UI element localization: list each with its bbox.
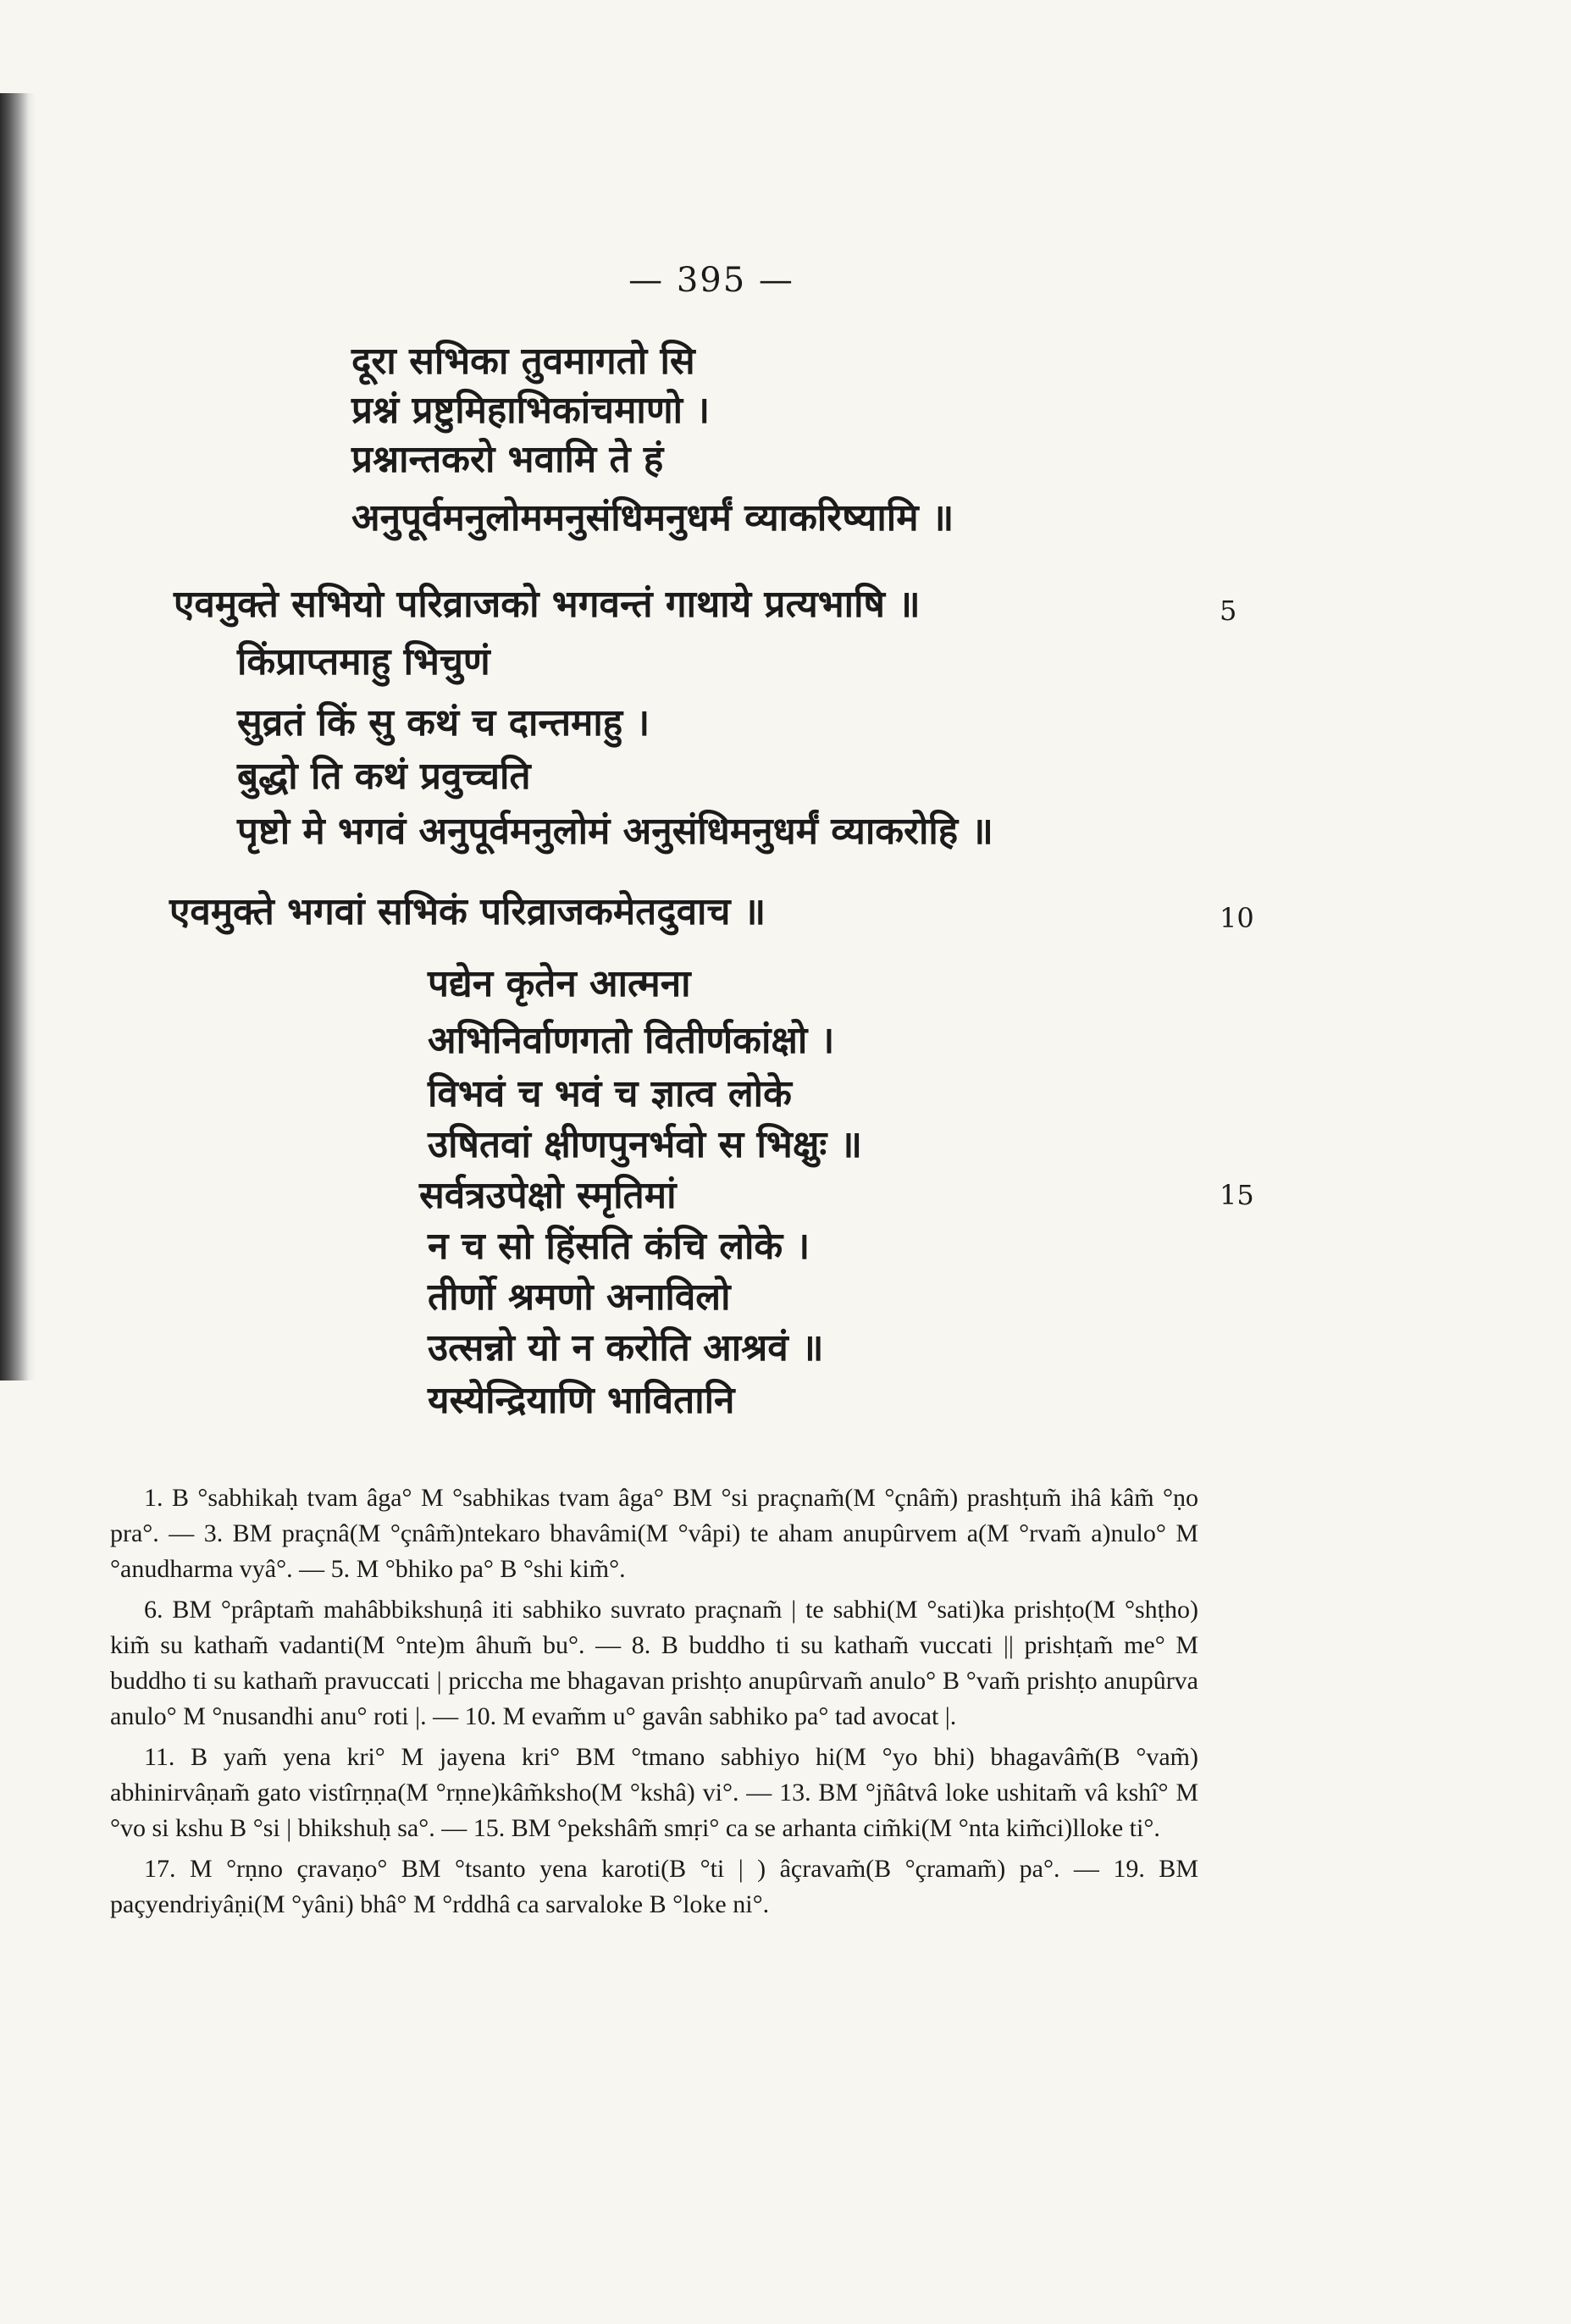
footnote-paragraph: 17. M °rṇno çravaṇo° BM °tsanto yena karoti(B °ti | ) âçravam̃(B °çramam̃) pa°. — 19. BM paçyendriyâṇi(M °yâni) bhâ° M °rddhâ ca sarvaloke B °loke ni°. (110, 1855, 1198, 1918)
text-line: उषितवां क्षीणपुनर्भवो स भिक्षुः ॥ (428, 1123, 862, 1166)
text-line: बुद्धो ति कथं प्रवुच्चति (237, 755, 531, 798)
text-line: अनुपूर्वमनुलोममनुसंधिमनुधर्मं व्याकरिष्यामि ॥ (351, 496, 954, 540)
line-number: 5 (1220, 595, 1237, 627)
page-binding-edge (0, 93, 36, 1381)
text-line: दूरा सभिका तुवमागतो सि (351, 340, 695, 383)
line-number: 15 (1220, 1179, 1254, 1211)
footnote-paragraph: 1. B °sabhikaḥ tvam âga° M °sabhikas tvam âga° BM °si praçnam̃(M °çnâm̃) prashṭum̃ ihâ kâm̃ °ṇo pra°. — 3. BM praçnâ(M °çnâm̃)ntekaro bhavâmi(M °vâpi) te aham anupûrvem a(M °rvam̃ a)nulo° M °anudharma vyâ°. — 5. M °bhiko pa° B °shi kim̃°. (110, 1484, 1198, 1583)
text-line: उत्सन्नो यो न करोति आश्रवं ॥ (428, 1326, 824, 1370)
text-line: यस्येन्द्रियाणि भावितानि (428, 1379, 735, 1422)
text-line: सर्वत्रउपेक्षो स्मृतिमां (419, 1174, 677, 1217)
text-line: किंप्राप्तमाहु भिचुणं (237, 640, 490, 683)
text-line: एवमुक्ते सभियो परिव्राजको भगवन्तं गाथाये प्रत्यभाषि ॥ (174, 583, 921, 626)
line-number: 10 (1220, 902, 1254, 934)
footnote-paragraph: 6. BM °prâptam̃ mahâbbikshuṇâ iti sabhiko suvrato praçnam̃ | te sabhi(M °sati)ka prishṭo(M °shṭho) kim̃ su katham̃ vadanti(M °nte)m âhum̃ bu°. — 8. B buddho ti su katham̃ vuccati || prishṭam̃ me° M buddho ti su katham̃ pravuccati | priccha me bhagavan prishṭo anupûrvam̃ anulo° B °vam̃ prishṭo anupûrva anulo° M °nusandhi anu° roti |. — 10. M evam̃m u° gavân sabhiko pa° tad avocat |. (110, 1596, 1198, 1730)
text-line: एवमुक्ते भगवां सभिकं परिव्राजकमेतदुवाच ॥ (169, 890, 766, 933)
text-line: न च सो हिंसति कंचि लोके । (428, 1225, 810, 1268)
text-line: सुव्रतं किं सु कथं च दान्तमाहु । (237, 701, 650, 744)
text-line: अभिनिर्वाणगतो वितीर्णकांक्षो । (428, 1019, 835, 1062)
text-line: प्रश्नं प्रष्टुमिहाभिकांचमाणो । (351, 389, 711, 432)
footnote-paragraph: 11. B yam̃ yena kri° M jayena kri° BM °tmano sabhiyo hi(M °yo bhi) bhagavâm̃(B °vam̃) abhinirvâṇam̃ gato vistîrṇṇa(M °rṇne)kâm̃ksho(M °kshâ) vi°. — 13. BM °jñâtvâ loke ushitam̃ vâ kshî° M °vo si kshu B °si | bhikshuḥ sa°. — 15. BM °pekshâm̃ smṛi° ca se arhanta cim̃ki(M °nta kim̃ci)lloke ti°. (110, 1743, 1198, 1842)
text-line: प्रश्नान्तकरो भवामि ते हं (351, 438, 664, 481)
text-line: तीर्णो श्रमणो अनाविलो (428, 1275, 731, 1319)
footnotes-block (110, 1480, 1198, 1928)
text-line: पृष्टो मे भगवं अनुपूर्वमनुलोमं अनुसंधिमनुधर्मं व्याकरोहि ॥ (237, 810, 993, 853)
text-line: विभवं च भवं च ज्ञात्व लोके (428, 1072, 792, 1115)
page-number: — 395 — (628, 261, 794, 300)
text-line: पद्येन कृतेन आत्मना (428, 962, 691, 1005)
